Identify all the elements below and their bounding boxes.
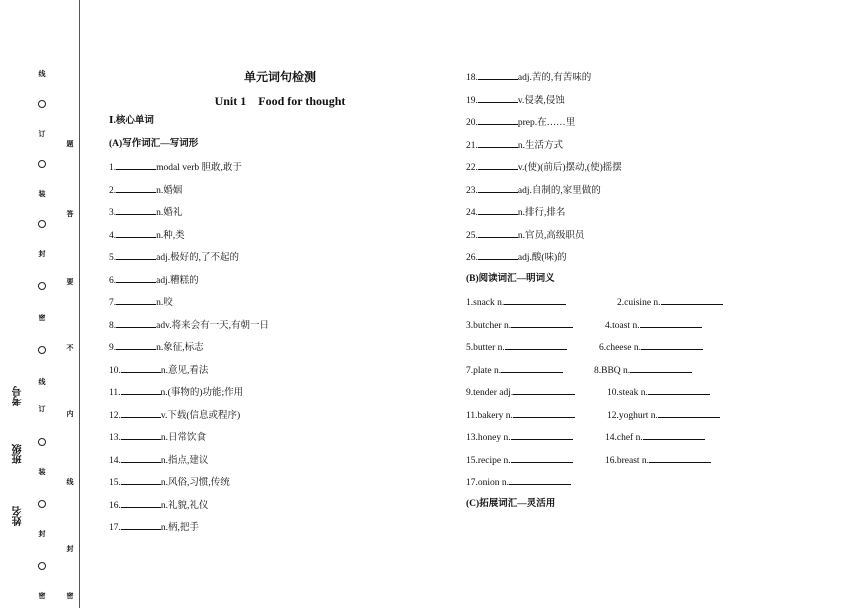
answer-blank[interactable] (116, 273, 156, 283)
item-meaning: n.生活方式 (517, 141, 564, 151)
item-word: 1.snack n. (466, 298, 505, 308)
answer-blank[interactable] (505, 340, 567, 350)
margin-char: 密 (38, 592, 46, 599)
answer-blank[interactable] (649, 453, 711, 463)
answer-blank[interactable] (478, 250, 518, 260)
item-meaning: modal verb 胆敢,敢于 (156, 163, 242, 173)
item-meaning: n.指点,建议 (160, 456, 209, 466)
item-number: 12. (109, 411, 121, 421)
answer-blank[interactable] (630, 363, 692, 373)
margin-char: 封 (66, 545, 74, 552)
reading-item (605, 430, 705, 444)
item-number: 8. (109, 321, 117, 331)
answer-blank[interactable] (121, 453, 161, 463)
reading-item (466, 318, 573, 332)
answer-blank[interactable] (509, 475, 571, 485)
item-number: 21. (466, 141, 478, 151)
margin-char: 密 (38, 314, 46, 321)
item-meaning: n.风俗,习惯,传统 (160, 478, 230, 488)
vocab-item (466, 138, 563, 152)
answer-blank[interactable] (116, 295, 156, 305)
item-meaning: n.咬 (156, 298, 173, 308)
item-number: 17. (109, 523, 121, 533)
answer-blank[interactable] (501, 363, 563, 373)
answer-blank[interactable] (478, 228, 518, 238)
item-meaning: adj.糟糕的 (156, 276, 199, 286)
answer-blank[interactable] (116, 205, 156, 215)
answer-blank[interactable] (121, 385, 161, 395)
part-c-heading: (C)拓展词汇—灵活用 (466, 499, 556, 509)
vocab-item (466, 70, 591, 84)
answer-blank[interactable] (658, 408, 720, 418)
answer-blank[interactable] (640, 318, 702, 328)
item-meaning: n.种,类 (156, 231, 185, 241)
answer-blank[interactable] (116, 228, 156, 238)
vocab-item (109, 385, 243, 399)
margin-char: 内 (66, 410, 74, 417)
answer-blank[interactable] (478, 70, 518, 80)
item-number: 6. (109, 276, 117, 286)
item-number: 3. (109, 208, 117, 218)
item-word: 6.cheese n. (599, 343, 641, 353)
vocab-item (109, 520, 199, 534)
margin-char: 题 (66, 140, 74, 147)
item-word: 15.recipe n. (466, 456, 511, 466)
reading-item (466, 295, 566, 309)
answer-blank[interactable] (116, 160, 156, 170)
answer-blank[interactable] (648, 385, 710, 395)
item-meaning: n.婚礼 (156, 208, 183, 218)
section-heading: Ⅰ.核心单词 (109, 116, 154, 126)
vocab-item (466, 160, 622, 174)
item-word: 8.BBQ n. (594, 366, 631, 376)
item-number: 7. (109, 298, 117, 308)
vocab-item (109, 273, 199, 287)
item-meaning: adj.苦的,有苦味的 (517, 73, 592, 83)
item-word: 12.yoghurt n. (607, 411, 658, 421)
answer-blank[interactable] (116, 250, 156, 260)
vocab-item (109, 453, 208, 467)
vocab-item (466, 228, 584, 242)
answer-blank[interactable] (116, 340, 156, 350)
answer-blank[interactable] (511, 453, 573, 463)
vocab-item (109, 408, 240, 422)
answer-blank[interactable] (121, 520, 161, 530)
item-meaning: n.排行,排名 (517, 208, 566, 218)
answer-blank[interactable] (513, 385, 575, 395)
vocab-item (466, 250, 567, 264)
item-number: 15. (109, 478, 121, 488)
item-number: 23. (466, 186, 478, 196)
part-b-heading: (B)阅读词汇—明词义 (466, 274, 555, 284)
vocab-item (109, 498, 208, 512)
answer-blank[interactable] (121, 408, 161, 418)
margin-char: 封 (38, 250, 46, 257)
item-meaning: n.意见,看法 (160, 366, 209, 376)
name-label: 姓名 (13, 506, 24, 526)
item-number: 16. (109, 501, 121, 511)
answer-blank[interactable] (478, 160, 518, 170)
reading-item (466, 430, 573, 444)
reading-item (466, 340, 567, 354)
answer-blank[interactable] (478, 115, 518, 125)
item-number: 24. (466, 208, 478, 218)
answer-blank[interactable] (661, 295, 723, 305)
answer-blank[interactable] (641, 340, 703, 350)
answer-blank[interactable] (478, 138, 518, 148)
item-number: 11. (109, 388, 121, 398)
item-number: 20. (466, 118, 478, 128)
margin-char: 订 (38, 405, 46, 412)
reading-item (607, 408, 720, 422)
item-meaning: n.象征,标志 (156, 343, 204, 353)
margin-char: 线 (66, 478, 74, 485)
item-meaning: n.柄,把手 (160, 523, 199, 533)
unit-title: Unit 1 Food for thought (214, 94, 346, 108)
margin-char: 线 (38, 70, 46, 77)
reading-item (466, 475, 571, 489)
answer-blank[interactable] (643, 430, 705, 440)
margin-char: 订 (38, 130, 46, 137)
item-meaning: n.(事物的)功能;作用 (160, 388, 244, 398)
item-word: 3.butcher n. (466, 321, 512, 331)
answer-blank[interactable] (121, 430, 161, 440)
margin-char: 不 (66, 344, 74, 351)
reading-item (466, 385, 575, 399)
margin-char: 线 (38, 378, 46, 385)
item-meaning: adv.将来会有一天,有朝一日 (156, 321, 269, 331)
item-word: 4.toast n. (605, 321, 640, 331)
item-word: 11.bakery n. (466, 411, 513, 421)
item-number: 13. (109, 433, 121, 443)
item-meaning: v.下载(信息或程序) (160, 411, 241, 421)
answer-blank[interactable] (504, 295, 566, 305)
item-meaning: adj.酸(味)的 (517, 253, 567, 263)
item-number: 2. (109, 186, 117, 196)
reading-item (599, 340, 703, 354)
part-a-heading: (A)写作词汇—写词形 (109, 139, 199, 149)
vocab-item (109, 475, 230, 489)
margin-char: 密 (66, 592, 74, 599)
answer-blank[interactable] (513, 408, 575, 418)
item-meaning: n.日常饮食 (160, 433, 207, 443)
answer-blank[interactable] (478, 183, 518, 193)
vocab-item (109, 340, 204, 354)
exam-number-label: 考号 (13, 386, 24, 406)
item-word: 5.butter n. (466, 343, 505, 353)
item-number: 1. (109, 163, 117, 173)
item-number: 18. (466, 73, 478, 83)
vocab-item (109, 363, 208, 377)
answer-blank[interactable] (511, 318, 573, 328)
reading-item (617, 295, 723, 309)
reading-item (605, 318, 702, 332)
reading-item (594, 363, 692, 377)
vocab-item (109, 183, 182, 197)
item-meaning: n.官员,高级职员 (517, 231, 585, 241)
vocab-item (466, 183, 601, 197)
vocab-item (109, 295, 173, 309)
answer-blank[interactable] (478, 205, 518, 215)
item-number: 4. (109, 231, 117, 241)
vocab-item (109, 430, 206, 444)
answer-blank[interactable] (121, 498, 161, 508)
item-word: 13.honey n. (466, 433, 511, 443)
item-meaning: prep.在……里 (517, 118, 576, 128)
item-meaning: n.礼貌,礼仪 (160, 501, 209, 511)
item-meaning: n.婚姻 (156, 186, 183, 196)
item-word: 7.plate n. (466, 366, 502, 376)
reading-item (466, 363, 563, 377)
item-word: 9.tender adj. (466, 388, 514, 398)
margin-char: 装 (38, 468, 46, 475)
reading-item (605, 453, 711, 467)
vocab-item (466, 93, 565, 107)
vocab-item (109, 205, 182, 219)
item-number: 9. (109, 343, 117, 353)
item-word: 16.breast n. (605, 456, 650, 466)
item-number: 26. (466, 253, 478, 263)
vocab-item (466, 115, 575, 129)
answer-blank[interactable] (121, 363, 161, 373)
margin-char: 答 (66, 210, 74, 217)
vocab-item (466, 205, 565, 219)
reading-item (466, 453, 573, 467)
answer-blank[interactable] (116, 183, 156, 193)
margin-char: 要 (66, 278, 74, 285)
item-number: 14. (109, 456, 121, 466)
margin-char: 封 (38, 530, 46, 537)
item-number: 5. (109, 253, 117, 263)
vocab-item (109, 250, 239, 264)
vocab-item (109, 228, 185, 242)
item-meaning: v.侵袭,侵蚀 (517, 96, 565, 106)
item-number: 19. (466, 96, 478, 106)
answer-blank[interactable] (511, 430, 573, 440)
answer-blank[interactable] (478, 93, 518, 103)
page-title: 单元词句检测 (243, 70, 316, 84)
item-word: 2.cuisine n. (617, 298, 661, 308)
item-meaning: v.(使)(前后)摆动,(使)摇摆 (517, 163, 622, 173)
vocab-item (109, 318, 269, 332)
margin-char: 装 (38, 190, 46, 197)
item-meaning: adj.自制的,家里做的 (517, 186, 601, 196)
reading-item (466, 408, 575, 422)
class-label: 班级 (13, 444, 24, 464)
item-word: 14.chef n. (605, 433, 643, 443)
answer-blank[interactable] (121, 475, 161, 485)
vocab-item (109, 160, 242, 174)
answer-blank[interactable] (116, 318, 156, 328)
item-number: 22. (466, 163, 478, 173)
item-number: 25. (466, 231, 478, 241)
reading-item (607, 385, 710, 399)
item-meaning: adj.极好的,了不起的 (156, 253, 239, 263)
item-number: 10. (109, 366, 121, 376)
item-word: 10.steak n. (607, 388, 648, 398)
item-word: 17.onion n. (466, 478, 510, 488)
